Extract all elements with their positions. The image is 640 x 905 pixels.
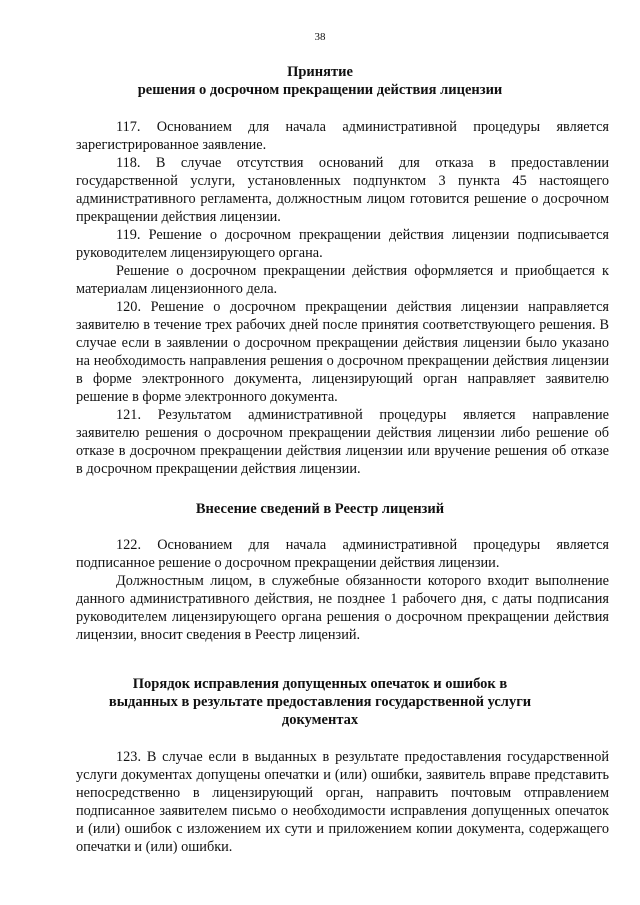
page-number: 38 <box>314 31 326 43</box>
section-title-line: документах <box>281 712 359 728</box>
paragraph-117: 117. Основанием для начала административной процедуры является зарегистрированное заявление. <box>76 119 609 153</box>
section-title-line: выданных в результате предоставления государственной услуги <box>108 694 532 710</box>
paragraph-122: 122. Основанием для начала административной процедуры является подписанное решение о досрочном прекращении действия лицензии. <box>76 537 609 571</box>
section-title-corrections <box>0 675 640 729</box>
paragraph-118: 118. В случае отсутствия оснований для отказа в предоставлении государственной услуги, установленных подпунктом 3 пункта 45 настоящего административного регламента, должностным лицом готовится решение о досрочном прекращении действия лицензии. <box>76 155 609 225</box>
section-title-line: Порядок исправления допущенных опечаток и ошибок в <box>132 676 508 692</box>
paragraph-123: 123. В случае если в выданных в результате предоставления государственной услуги документах допущены опечатки и (или) ошибки, заявитель вправе представить непосредственно в лицензирующий орган, направить почтовым отправлением подписанное заявителем письмо о необходимости исправления допущенных опечаток и (или) ошибок с изложением их сути и приложением копии документа, содержащего опечатки и (или) ошибки. <box>76 749 609 855</box>
paragraph-120: 120. Решение о досрочном прекращении действия лицензии направляется заявителю в течение трех рабочих дней после принятия соответствующего решения. В случае если в заявлении о досрочном прекращении действия лицензии было указано на необходимость направления решения о досрочном прекращении действия лицензии в форме электронного документа, лицензирующий орган направляет заявителю решение в форме электронного документа. <box>76 299 609 405</box>
section-title-line: решения о досрочном прекращении действия лицензии <box>137 82 503 98</box>
paragraph-122-note: Должностным лицом, в служебные обязанности которого входит выполнение данного административного действия, не позднее 1 рабочего дня, с даты подписания руководителем лицензирующего органа решения о досрочном прекращении действия лицензии, вносит сведения в Реестр лицензий. <box>76 573 609 643</box>
paragraph-119-note: Решение о досрочном прекращении действия оформляется и приобщается к материалам лицензионного дела. <box>76 263 609 297</box>
section-title-registry <box>0 500 640 518</box>
section-title-line: Внесение сведений в Реестр лицензий <box>195 501 445 517</box>
paragraph-121: 121. Результатом административной процедуры является направление заявителю решения о досрочном прекращении действия лицензии либо решение об отказе в досрочном прекращении действия лицензии или вручение решения об отказе в досрочном прекращении действия лицензии. <box>76 407 609 477</box>
section-title-early-termination <box>0 63 640 99</box>
section-title-line: Принятие <box>287 64 353 80</box>
paragraph-119: 119. Решение о досрочном прекращении действия лицензии подписывается руководителем лицензирующего органа. <box>76 227 609 261</box>
